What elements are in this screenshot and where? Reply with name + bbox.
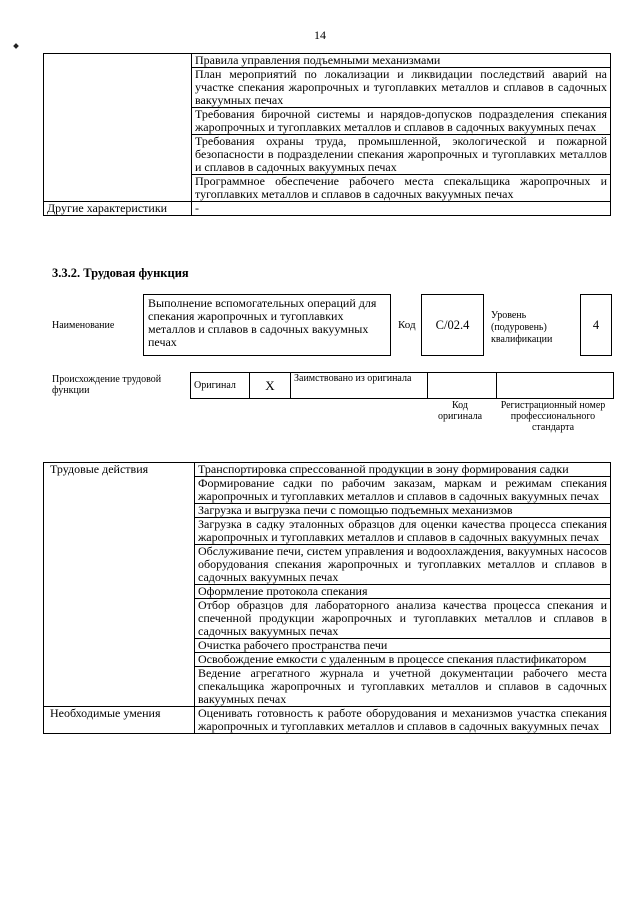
- labor-action: Транспортировка спрессованной продукции в зону формирования садки: [195, 463, 611, 477]
- original-label: Оригинал: [191, 373, 250, 399]
- other-characteristics-value: -: [192, 202, 611, 216]
- labor-action: Оформление протокола спекания: [195, 585, 611, 599]
- skills-label: Необходимые умения: [44, 707, 195, 734]
- code-original-caption: Код оригинала: [437, 400, 483, 422]
- labor-action: Формирование садки по рабочим заказам, маркам и режимам спекания жаропрочных и тугоплавких металлов и сплавов в садочных вакуумных печах: [195, 477, 611, 504]
- page-number: 14: [314, 28, 326, 42]
- reg-number-caption: Регистрационный номер профессионального стандарта: [500, 400, 606, 433]
- level-label: Уровень (подуровень) квалификации: [491, 310, 553, 345]
- labor-action: Отбор образцов для лабораторного анализа качества процесса спекания и спеченной продукции жаропрочных и тугоплавких металлов и сплавов в садочных вакуумных печах: [195, 599, 611, 639]
- labor-function-table: [43, 462, 611, 734]
- code-value: C/02.4: [421, 294, 484, 356]
- section-title: 3.3.2. Трудовая функция: [52, 266, 189, 280]
- reg-number-cell: [497, 373, 614, 399]
- knowledge-item: Правила управления подъемными механизмами: [192, 54, 611, 68]
- labor-action: Освобождение емкости с удаленным в процессе спекания пластификатором: [195, 653, 611, 667]
- margin-mark: [13, 43, 19, 49]
- borrowed-label: Заимствовано из оригинала: [291, 373, 428, 399]
- name-label: Наименование: [52, 320, 115, 331]
- origin-table: [190, 372, 614, 399]
- code-original-cell: [428, 373, 497, 399]
- knowledge-item: План мероприятий по локализации и ликвидации последствий аварий на участке спекания жаропрочных и тугоплавких металлов и сплавов в садочных вакуумных печах: [192, 68, 611, 108]
- level-value: 4: [580, 294, 612, 356]
- original-mark: X: [250, 373, 291, 399]
- knowledge-item: Требования бирочной системы и нарядов-допусков подразделения спекания жаропрочных и тугоплавких металлов и сплавов в садочных вакуумных печах: [192, 108, 611, 135]
- skill-item: Оценивать готовность к работе оборудования и механизмов участка спекания жаропрочных и тугоплавких металлов и сплавов в садочных вакуумных печах: [195, 707, 611, 734]
- labor-actions-label: Трудовые действия: [44, 463, 195, 707]
- other-characteristics-label: Другие характеристики: [44, 202, 192, 216]
- knowledge-item: Программное обеспечение рабочего места спекальщика жаропрочных и тугоплавких металлов и сплавов в садочных вакуумных печах: [192, 175, 611, 202]
- function-name-box: Выполнение вспомогательных операций для спекания жаропрочных и тугоплавких металлов и сплавов в садочных вакуумных печах: [143, 294, 391, 356]
- labor-action: Очистка рабочего пространства печи: [195, 639, 611, 653]
- code-label: Код: [398, 319, 416, 331]
- knowledge-table: [43, 53, 611, 216]
- labor-action: Загрузка и выгрузка печи с помощью подъемных механизмов: [195, 504, 611, 518]
- knowledge-item: Требования охраны труда, промышленной, экологической и пожарной безопасности в подразделении спекания жаропрочных и тугоплавких металлов и сплавов в садочных вакуумных печах: [192, 135, 611, 175]
- labor-action: Загрузка в садку эталонных образцов для оценки качества процесса спекания жаропрочных и тугоплавких металлов и сплавов в садочных вакуумных печах: [195, 518, 611, 545]
- knowledge-label-cell: [44, 54, 192, 202]
- labor-action: Ведение агрегатного журнала и учетной документации рабочего места спекальщика жаропрочных и тугоплавких металлов и сплавов в садочных вакуумных печах: [195, 667, 611, 707]
- labor-action: Обслуживание печи, систем управления и водоохлаждения, вакуумных насосов оборудования спекания жаропрочных и тугоплавких металлов и сплавов в садочных вакуумных печах: [195, 545, 611, 585]
- origin-label: Происхождение трудовой функции: [52, 374, 162, 396]
